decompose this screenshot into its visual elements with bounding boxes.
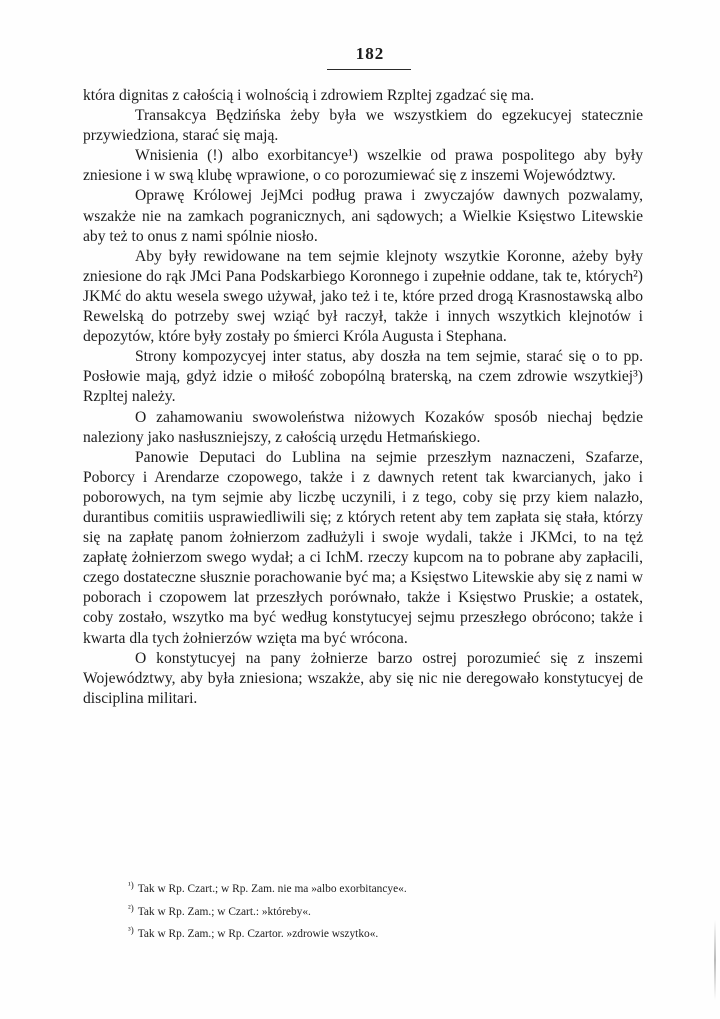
paragraph: Oprawę Królowej JejMci podług prawa i zwyczajów dawnych pozwalamy, wszakże nie na zamkach pogranicznych, ani sądowych; a Wielkie Księstwo Litewskie aby też to onus z nami spólnie niosło. xyxy=(83,187,643,245)
footnote-text: Tak w Rp. Zam.; w Rp. Czartor. »zdrowie wszytko«. xyxy=(137,928,379,941)
paragraph: O zahamowaniu swowoleństwa niżowych Kozaków sposób niechaj będzie naleziony jako nasłuszniejszy, z całością urzędu Hetmańskiego. xyxy=(83,408,643,446)
footnote-text: Tak w Rp. Czart.; w Rp. Zam. nie ma »albo exorbitancye«. xyxy=(137,883,407,895)
footnote-text: Tak w Rp. Zam.; w Czart.: »któreby«. xyxy=(137,905,311,918)
paragraph: Wnisienia (!) albo exorbitancye¹) wszelkie od prawa pospolitego aby były zniesione i w swą klubę wprawione, o co porozumiewać się z inszemi Województwy. xyxy=(83,147,643,185)
paragraph: Transakcya Będzińska żeby była we wszystkiem do egzekucyej statecznie przywiedziona, starać się mają. xyxy=(83,107,643,145)
body-text xyxy=(83,86,643,709)
page-number-rule xyxy=(327,69,411,70)
paragraph: Panowie Deputaci do Lublina na sejmie przeszłym naznaczeni, Szafarze, Poborcy i Arendarze czopowego, także i z dawnych retent tak kwarcianych, jako i poborowych, na tym sejmie aby liczbę uczynili, i z tego, coby się przy kiem nalazło, durantibus comitiis usprawiedliwili się; z których retent aby tem zapłata się stała, którzy się na zapłatę panom żołnierzom zadłużyli i swoje wydali, także i JKMci, to na tęż zapłatę żołnierzom swego wydał; a ci IchM. rzeczy kupcom na to pobrane aby zapłacili, czego dostateczne słusznie porachowanie być ma; a Księstwo Litewskie aby się z nami w poborach i czopowem lat przeszłych porównało, także i Księstwo Pruskie; a ostatek, coby zostało, wszytko ma być według konstytucyej sejmu przeszłego obrócono; także i kwarta dla tych żołnierzów wzięta ma być wrócona. xyxy=(83,448,643,647)
paragraph: która dignitas z całością i wolnością i zdrowiem Rzpltej zgadzać się ma. xyxy=(83,87,535,104)
footnote xyxy=(128,921,608,944)
footnote xyxy=(128,899,608,922)
paragraph: Aby były rewidowane na tem sejmie klejnoty wszytkie Koronne, ażeby były zniesione do rąk JMci Pana Podskarbiego Koronnego i zupełnie oddane, tak te, których²) JKMć do aktu wesela swego używał, jako też i te, które przed drogą Krasnostawską albo Rewelską do potrzeby swej wziąć był raczył, także i innych wszytkich klejnotów i depozytów, które były zostały po śmierci Króla Augusta i Stephana. xyxy=(83,247,643,346)
footnote-mark: ²) xyxy=(128,902,134,913)
page-number: 182 xyxy=(355,44,385,63)
page-edge-shadow xyxy=(714,920,716,1000)
footnote xyxy=(128,876,608,899)
paragraph: Strony kompozycyej inter status, aby doszła na tem sejmie, starać się o to pp. Posłowie mają, gdyż idzie o miłość zobopólną braterską, na czem zdrowie wszytkiej³) Rzpltej należy. xyxy=(83,348,643,406)
footnote-mark: ³) xyxy=(128,925,134,936)
paragraph: O konstytucyej na pany żołnierze barzo ostrej porozumieć się z inszemi Województwy, aby była zniesiona; wszakże, aby się nic nie deregowało konstytucyej de disciplina militari. xyxy=(83,649,643,707)
footnote-mark: ¹) xyxy=(128,880,134,890)
footnotes xyxy=(128,876,608,944)
